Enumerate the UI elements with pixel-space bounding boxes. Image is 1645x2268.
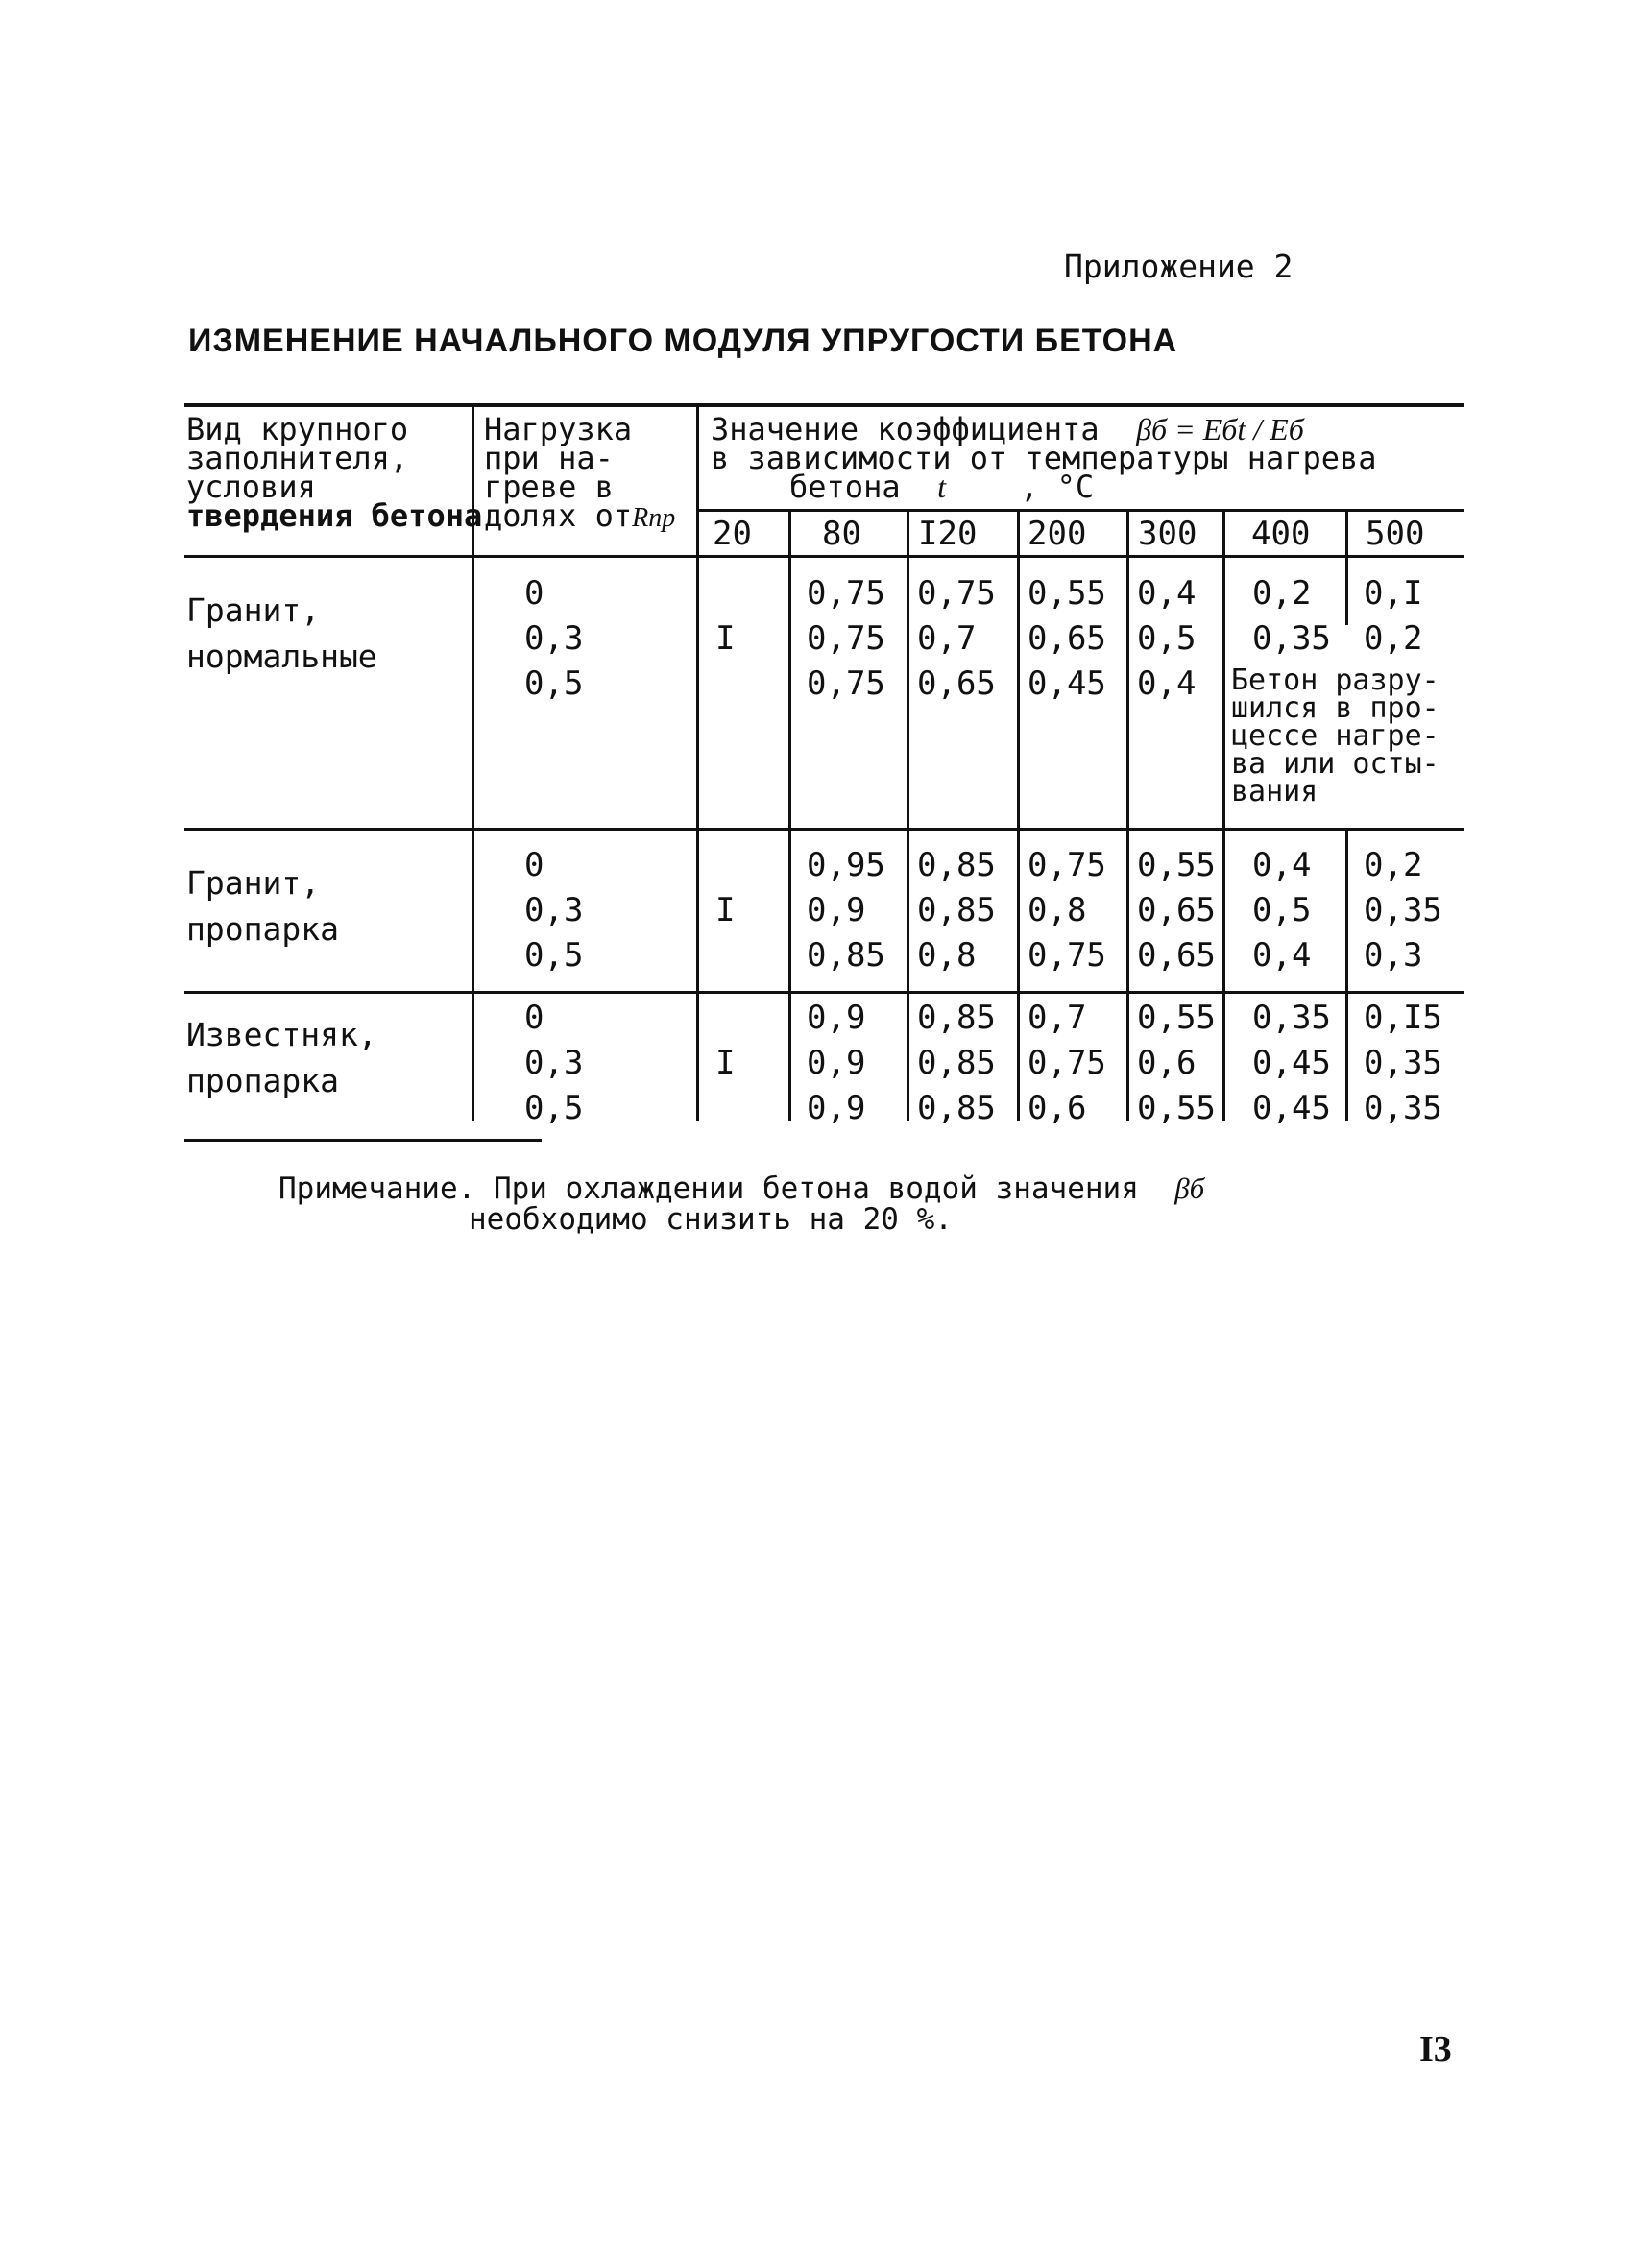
temp-200: 200 [1028, 515, 1087, 553]
row3-load-2: 0,5 [524, 1089, 584, 1127]
header-col3: Значение коэффициента βб = Eбt / Eб в зависимости от температуры нагрева бетона t , °С [711, 411, 1377, 505]
row1-r2-80: 0,75 [807, 664, 885, 703]
row1-r1-500: 0,2 [1364, 619, 1423, 658]
row3-r1-120: 0,85 [917, 1044, 996, 1082]
col-divider-8b [1345, 828, 1348, 1121]
row1-r0-500: 0,I [1364, 574, 1423, 613]
row1-r0-300: 0,4 [1137, 574, 1197, 613]
temp-80: 80 [822, 515, 861, 553]
col-divider-3 [788, 510, 791, 1121]
beta-symbol: βб [1174, 1171, 1205, 1205]
header-bottom-rule [184, 555, 1464, 558]
row3-r2-120: 0,85 [917, 1089, 996, 1127]
row1-r1-120: 0,7 [917, 619, 977, 658]
row2-label: Гранит, пропарка [186, 864, 339, 948]
row2-r2-400: 0,4 [1252, 936, 1312, 975]
page-number: I3 [1419, 2029, 1452, 2069]
concrete-destroyed-note: Бетон разру- шился в про- цессе нагре- ва или осты- вания [1231, 664, 1439, 808]
row2-bottom-rule [184, 991, 1464, 994]
row2-r0-300: 0,55 [1137, 846, 1216, 884]
row3-r0-80: 0,9 [807, 999, 866, 1037]
row2-r0-400: 0,4 [1252, 846, 1312, 884]
appendix-label: Приложение 2 [1064, 248, 1294, 285]
row1-load-0: 0 [524, 574, 544, 613]
row3-r1-400: 0,45 [1252, 1044, 1331, 1082]
row2-r1-500: 0,35 [1364, 891, 1442, 929]
row1-col20: I [715, 619, 736, 658]
row1-r2-300: 0,4 [1137, 664, 1197, 703]
rpr-symbol: Rпр [632, 503, 676, 533]
row2-r1-80: 0,9 [807, 891, 866, 929]
row3-r0-400: 0,35 [1252, 999, 1331, 1037]
col-divider-4 [907, 510, 909, 1121]
row1-r2-120: 0,65 [917, 664, 996, 703]
row2-r0-120: 0,85 [917, 846, 996, 884]
col-divider-7 [1222, 510, 1225, 1121]
row2-r0-200: 0,75 [1028, 846, 1106, 884]
row3-r1-300: 0,6 [1137, 1044, 1197, 1082]
row2-r2-80: 0,85 [807, 936, 885, 975]
row2-r1-120: 0,85 [917, 891, 996, 929]
row1-r0-200: 0,55 [1028, 574, 1106, 613]
col-divider-5 [1017, 510, 1020, 1121]
col-divider-8a [1345, 510, 1348, 625]
row1-label: Гранит, нормальные [186, 591, 377, 675]
row2-r2-120: 0,8 [917, 936, 977, 975]
row3-r1-200: 0,75 [1028, 1044, 1106, 1082]
temps-top-rule [698, 509, 1464, 512]
row3-r0-120: 0,85 [917, 999, 996, 1037]
row2-r0-500: 0,2 [1364, 846, 1423, 884]
row2-r2-300: 0,65 [1137, 936, 1216, 975]
row3-r1-500: 0,35 [1364, 1044, 1442, 1082]
row2-r2-200: 0,75 [1028, 936, 1106, 975]
row2-r1-300: 0,65 [1137, 891, 1216, 929]
temp-300: 300 [1138, 515, 1197, 553]
col-divider-6 [1126, 510, 1129, 1121]
row3-col20: I [715, 1044, 736, 1082]
header-col1: Вид крупного заполнителя, условия твердения бетона [186, 411, 483, 534]
row3-r0-500: 0,I5 [1364, 999, 1442, 1037]
table-bottom-rule [184, 1139, 542, 1142]
row3-r2-500: 0,35 [1364, 1089, 1442, 1127]
temp-120: I20 [918, 515, 978, 553]
col-divider-2 [696, 405, 699, 1121]
row1-r2-200: 0,45 [1028, 664, 1106, 703]
row3-r2-200: 0,6 [1028, 1089, 1087, 1127]
row2-r2-500: 0,3 [1364, 936, 1423, 975]
row3-r2-80: 0,9 [807, 1089, 866, 1127]
row3-load-0: 0 [524, 999, 544, 1037]
row3-label: Известняк, пропарка [186, 1016, 377, 1099]
row1-r0-400: 0,2 [1252, 574, 1312, 613]
row3-load-1: 0,3 [524, 1044, 584, 1082]
row3-r0-200: 0,7 [1028, 999, 1087, 1037]
row2-col20: I [715, 891, 736, 929]
row1-r1-200: 0,65 [1028, 619, 1106, 658]
footnote-prefix: Примечание. [278, 1171, 476, 1206]
row2-r1-200: 0,8 [1028, 891, 1087, 929]
table-top-rule [184, 403, 1464, 407]
row1-r1-400: 0,35 [1252, 619, 1331, 658]
page-title: ИЗМЕНЕНИЕ НАЧАЛЬНОГО МОДУЛЯ УПРУГОСТИ БЕТОНА [188, 323, 1178, 359]
row2-load-0: 0 [524, 846, 544, 884]
row3-r1-80: 0,9 [807, 1044, 866, 1082]
row1-r0-120: 0,75 [917, 574, 996, 613]
row1-load-1: 0,3 [524, 619, 584, 658]
row3-r2-300: 0,55 [1137, 1089, 1216, 1127]
row2-load-1: 0,3 [524, 891, 584, 929]
row1-r0-80: 0,75 [807, 574, 885, 613]
footnote: Примечание. При охлаждении бетона водой значения βб необходимо снизить на 20 %. [278, 1171, 1205, 1237]
beta-formula: βб = Eбt / Eб [1136, 412, 1304, 446]
row1-r1-80: 0,75 [807, 619, 885, 658]
row1-r1-300: 0,5 [1137, 619, 1197, 658]
row2-load-2: 0,5 [524, 936, 584, 975]
row2-r1-400: 0,5 [1252, 891, 1312, 929]
row1-load-2: 0,5 [524, 664, 584, 703]
temp-20: 20 [713, 515, 752, 553]
temp-500: 500 [1366, 515, 1425, 553]
row1-bottom-rule [184, 828, 1464, 831]
header-col2: Нагрузка при на- греве в долях отRпр [484, 411, 676, 534]
row2-r0-80: 0,95 [807, 846, 885, 884]
temp-400: 400 [1251, 515, 1311, 553]
row3-r2-400: 0,45 [1252, 1089, 1331, 1127]
row3-r0-300: 0,55 [1137, 999, 1216, 1037]
